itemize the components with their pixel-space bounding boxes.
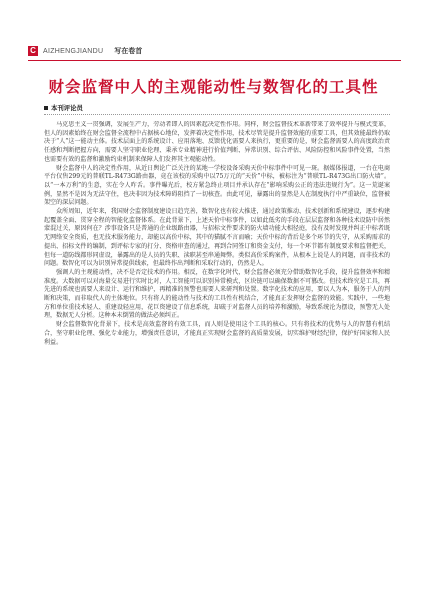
author-divider xyxy=(44,114,390,115)
paragraph: 马克思主义一贯强调，发展生产力，劳动者即人的因素起决定性作用。同样，财会监督技术革新带来了效率提升与模式变革，但人的因素始终在财会监督全流程中占据核心地位，发挥着决定性作用，技术尽管是提升监督效能的重要工具，但其效能最终仍取决于“人”这一能动主体。技术层面上的系统设计、应用落地、反馈优化需要人来执行，更重要的是，财会监督需要人的高度政治责任感和判断把握方向，需要人坚守职业伦理、秉承专业精神进行价值判断、异常识别、综合评估、风险防控和风险事件处置，当然也需要有效的监督和激励约束机制来保障人们发挥其主观能动性。 xyxy=(44,121,390,163)
bullet-icon xyxy=(44,106,48,110)
magazine-name: AIZHENGJIANDU xyxy=(43,47,104,55)
paragraph: 财会监督中人的决定性作用，从近日舆论广泛关注的某地一学校设备采购天价中标事件中可见一斑。据媒体报道，一台在电商平台仅售299元的普联TL-R473G路由器，竟在该校的采购中以75万元的“天价”中标，被标注为“普联TL-R473G出口防火墙”。以“一本万利”的生意，实在令人咋舌。事件曝光后，校方紧急终止项目并承认存在“影响采购公正的违法违规行为”。这一荒诞案例，显然不是因为无法守住，也决非因为技术障碍阻挡了一切核查。由此可见，暴露出的显然是人在制度执行中严重缺位，监督被架空的深层问题。 xyxy=(44,164,390,207)
magazine-logo: C xyxy=(28,46,38,56)
header-divider xyxy=(28,60,401,61)
section-name: 写在卷首 xyxy=(114,47,143,55)
author-name: 本刊评论员 xyxy=(51,104,83,112)
paragraph: 财会监督数智化背景下，技术是高效监督的有效工具，而人则是使用这个工具的核心。只有将技术的优势与人的智慧有机结合，坚守职业伦理、强化专业能力，增强责任意识，才能真正实现财会监督的高质量发展，切实维护财经纪律，保护好国家和人民利益。 xyxy=(44,321,390,346)
article-body xyxy=(44,121,390,566)
paragraph: 众所周知，近年来，我国财会监督制度建设日趋完善，数智化也有较大推进，通过政策推动、技术创新和系统建设，逐步构建起覆盖全面、贯穿全程的智能化监督体系。在此背景下，上述天价中标事件，以如此低劣的手段在层层监督和各种技术设防中居然蒙混过关，原因何在？涉事设备只是普通的企业级路由器，与招标文件要求的防火墙功能大相径庭，没有及时发现并纠正中标者既无网络安全资质，也无技术服务能力，却能以高价中标，其中的猫腻不言而喻；天价中标的背后是多个环节的失守，从采购需求的提出、招标文件的编制，到评标专家的打分、资格审查的通过，再到合同签订和资金支付，每一个环节都有制度要求和监督把关，但每一道防线都形同虚设，暴露出的是人员的失职、渎职甚至串通舞弊。类似高价采购案件，从根本上说是人的问题，而非技术的问题。数智化可以为识别异常提供线索，但最终作出判断和采取行动的，仍然是人。 xyxy=(44,208,390,268)
author-line xyxy=(44,103,83,112)
article-title: 财会监督中人的主观能动性与数智化的工具性 xyxy=(48,77,379,96)
paragraph: 强调人的主观能动性，决不是否定技术的作用。相反，在数字化时代，财会监督必须充分借助数智化手段，提升监督效率和精准度。大数据可以对海量交易进行实时比对，人工智能可以识别异常模式，区块链可以确保数据不可篡改。但技术终究是工具，再先进的系统也需要人来设计、运行和维护，再精准的预警也需要人来研判和处置。数字化技术的应用，要以人为本，服务于人的判断和决策，而非取代人的主体地位。只有将人的能动性与技术的工具性有机结合，才能真正发挥财会监督的效能。实践中，一些地方和单位重技术轻人、重建设轻应用，花巨资建设了信息系统，却疏于对监督人员的培养和激励，导致系统沦为摆设，预警无人处理，数据无人分析。这种本末倒置的做法必须纠正。 xyxy=(44,268,390,320)
page-header xyxy=(28,44,142,58)
